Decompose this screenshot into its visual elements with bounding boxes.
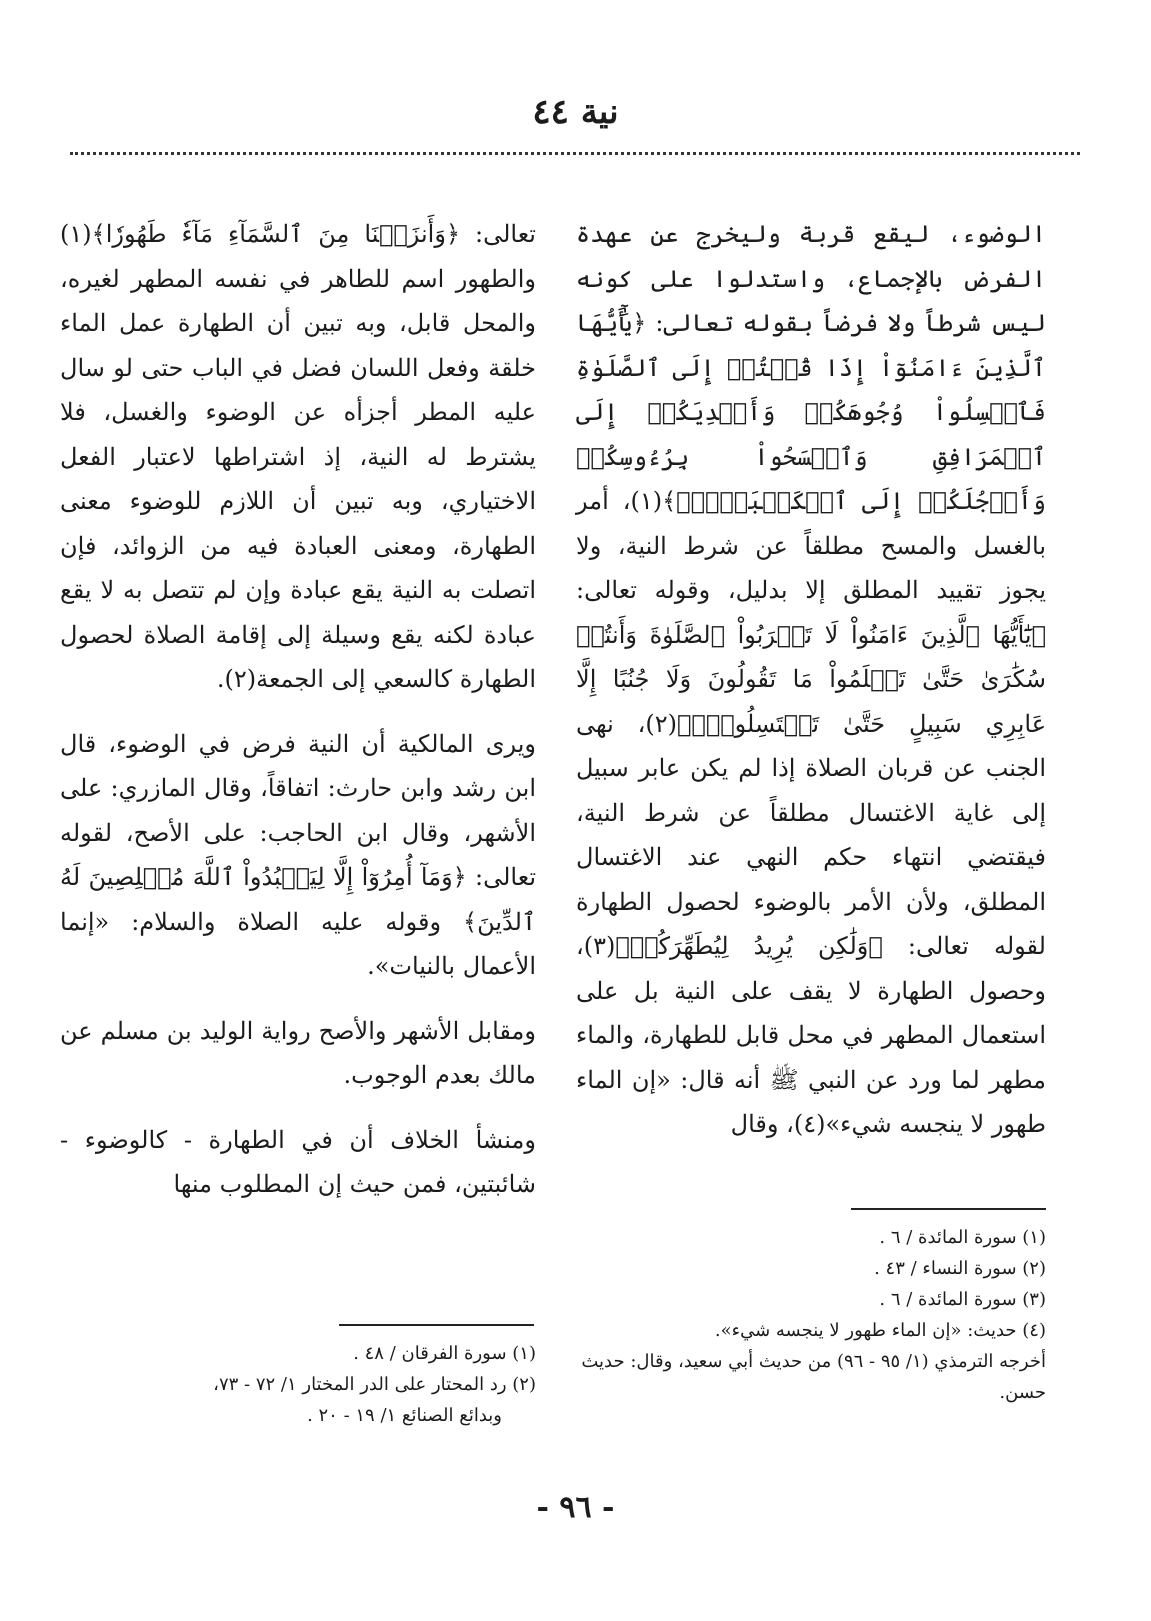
footnote: (١) سورة الفرقان / ٤٨ . bbox=[353, 1343, 536, 1364]
footnote: (٢) رد المحتار على الدر المختار ١/ ٧٢ - ٧٣، bbox=[213, 1374, 536, 1395]
header-divider bbox=[70, 152, 1080, 155]
footnote: (٢) سورة النساء / ٤٣ . bbox=[874, 1258, 1046, 1279]
footnote: (٣) سورة المائدة / ٦ . bbox=[879, 1289, 1046, 1310]
body-paragraph: ومقابل الأشهر والأصح رواية الوليد بن مسلم عن مالك بعدم الوجوب. bbox=[60, 1016, 536, 1089]
footnotes-left bbox=[60, 1338, 536, 1431]
footnotes-right bbox=[576, 1222, 1046, 1408]
body-paragraph: ويرى المالكية أن النية فرض في الوضوء، قال ابن رشد وابن حارث: اتفاقاً، وقال المازري: على الأشهر، وقال ابن الحاجب: على الأصح، لقوله تعالى: ﴿وَمَآ أُمِرُوٓاْ إِلَّا لِيَعۡبُدُواْ ٱللَّهَ مُخۡلِصِينَ لَهُ ٱلدِّينَ﴾ وقوله عليه الصلاة والسلام: «إنما الأعمال بالنيات». bbox=[60, 729, 537, 980]
body-paragraph: تعالى: ﴿وَأَنزَلۡنَا مِنَ ٱلسَّمَآءِ مَآءٗ طَهُورٗا﴾(١) والطهور اسم للطاهر في نفسه المطهر لغيره، والمحل قابل، وبه تبين أن الطهارة عمل الماء خلقة وفعل اللسان فضل في الباب حتى لو سال عليه المطر أجزأه عن الوضوء والغسل، فلا يشترط له النية، إذ اشتراطها لاعتبار الفعل الاختياري، وبه تبين أن اللازم للوضوء معنى الطهارة، ومعنى العبادة فيه من الزوائد، فإن اتصلت به النية يقع عبادة وإن لم تتصل به لا يقع عبادة لكنه يقع وسيلة إلى إقامة الصلاة لحصول الطهارة كالسعي إلى الجمعة(٢). bbox=[60, 220, 537, 693]
right-column bbox=[576, 212, 1046, 1147]
footnote-divider bbox=[851, 1208, 1046, 1210]
footnote: (١) سورة المائدة / ٦ . bbox=[879, 1227, 1046, 1248]
footnote: (٤) حديث: «إن الماء طهور لا ينجسه شيء». bbox=[714, 1320, 1046, 1341]
left-column bbox=[60, 212, 536, 1207]
body-paragraph: الوضوء، ليقع قربة وليخرج عن عهدة الفرض بالإجماع، واستدلوا على كونه ليس شرطاً ولا فرضاً بقوله تعالى: ﴿يَٰٓأَيُّهَا ٱلَّذِينَ ءَامَنُوٓاْ إِذَا قُمۡتُمۡ إِلَى ٱلصَّلَوٰةِ فَٱغۡسِلُواْ وُجُوهَكُمۡ وَأَيۡدِيَكُمۡ إِلَى ٱلۡمَرَافِقِ وَٱمۡسَحُواْ بِرُءُوسِكُمۡ وَأَرۡجُلَكُمۡ إِلَى ٱلۡكَعۡبَيۡنِۚ﴾(١)، أمر بالغسل والمسح مطلقاً عن شرط النية، ولا يجوز تقييد المطلق إلا بدليل، وقوله تعالى: ﴿يَٰٓأَيُّهَا ٱلَّذِينَ ءَامَنُواْ لَا تَقۡرَبُواْ ٱلصَّلَوٰةَ وَأَنتُمۡ سُكَٰرَىٰ حَتَّىٰ تَعۡلَمُواْ مَا تَقُولُونَ وَلَا جُنُبًا إِلَّا عَابِرِي سَبِيلٍ حَتَّىٰ تَغۡتَسِلُواْۚ﴾(٢)، نهى الجنب عن قربان الصلاة إذا لم يكن عابر سبيل إلى غاية الاغتسال مطلقاً عن شرط النية، فيقتضي انتهاء حكم النهي عند الاغتسال المطلق، ولأن الأمر بالوضوء لحصول الطهارة لقوله تعالى: ﴿وَلَٰكِن يُرِيدُ لِيُطَهِّرَكُمۡ﴾(٣)، وحصول الطهارة لا يقف على النية بل على استعمال المطهر في محل قابل للطهارة، والماء مطهر لما ورد عن النبي ﷺ أنه قال: «إن الماء طهور لا ينجسه شيء»(٤)، وقال bbox=[576, 220, 1047, 1138]
page-title: نية ٤٤ bbox=[532, 92, 619, 132]
footnote: أخرجه الترمذي (١/ ٩٥ - ٩٦) من حديث أبي سعيد، وقال: حديث حسن. bbox=[581, 1351, 1046, 1403]
footnote-divider bbox=[339, 1324, 534, 1326]
page-number: - ٩٦ - bbox=[536, 1490, 615, 1525]
footnote: وبدائع الصنائع ١/ ١٩ - ٢٠ . bbox=[307, 1405, 502, 1426]
body-paragraph: ومنشأ الخلاف أن في الطهارة - كالوضوء - شائبتين، فمن حيث إن المطلوب منها bbox=[60, 1125, 536, 1198]
